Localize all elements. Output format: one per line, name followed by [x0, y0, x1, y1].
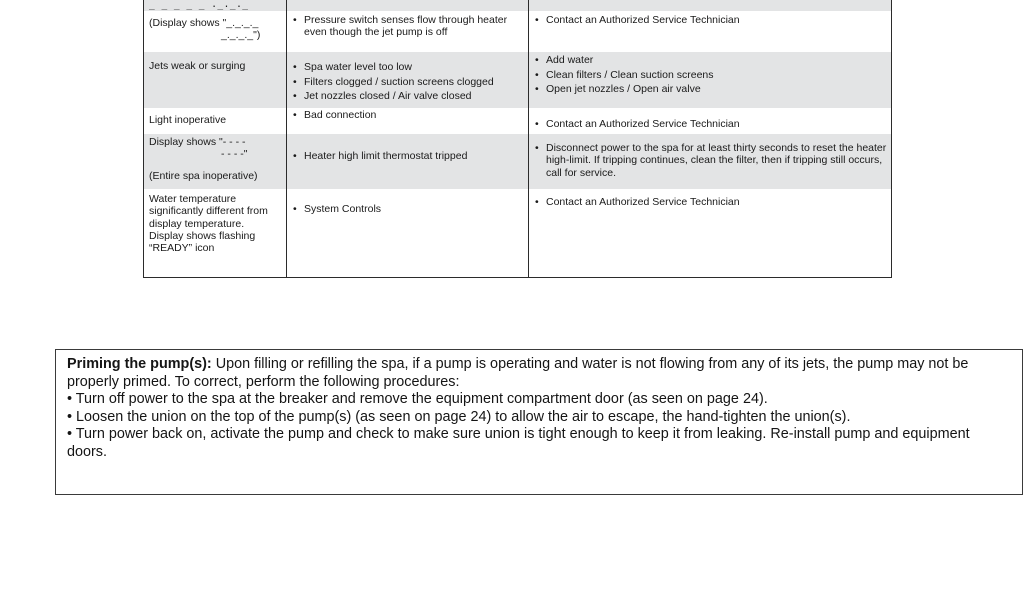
cause-item: • Bad connection [292, 109, 524, 121]
cause-cell [286, 134, 528, 189]
problem-line: Display shows flashing [149, 229, 256, 242]
solution-item: • Add water [534, 53, 887, 68]
table-row [144, 52, 891, 108]
problem-line: significantly different from [149, 205, 268, 218]
problem-line: _._._._") [221, 29, 261, 42]
problem-line: Jets weak or surging [149, 60, 246, 72]
solution-cell [528, 52, 891, 108]
solution-item: • Open jet nozzles / Open air valve [534, 82, 887, 97]
priming-intro: Upon filling or refilling the spa, if a pump is operating and water is not flowing from any of its jets, the pump may not be properly primed. To correct, perform the following procedures: [67, 356, 969, 390]
cause-item: • Spa water level too low [292, 60, 524, 75]
solution-item: • Contact an Authorized Service Technician [534, 118, 887, 130]
solution-cell [528, 11, 891, 52]
solution-cell [528, 0, 891, 11]
priming-step: • Loosen the union on the top of the pump(s) (as seen on page 24) to allow the air to escape, the hand-tighten the union(s). [67, 408, 851, 425]
problem-cell [144, 52, 286, 108]
table-row [144, 0, 891, 11]
cause-cell [286, 0, 528, 11]
problem-line: (Display shows "_._._._ [149, 17, 259, 29]
problem-cell [144, 189, 286, 277]
priming-instructions-box [55, 349, 1023, 495]
table-row [144, 134, 891, 189]
problem-line: display temperature. [149, 217, 245, 230]
cause-cell [286, 11, 528, 52]
priming-heading: Priming the pump(s): [67, 356, 212, 372]
solution-item: • Clean filters / Clean suction screens [534, 68, 887, 83]
cause-item: • Jet nozzles closed / Air valve closed [292, 89, 524, 104]
solution-item: • Disconnect power to the spa for at least thirty seconds to reset the heater high-limit. If tripping continues, clean the filter, then if tripping still occurs, call for service. [534, 142, 887, 179]
solution-cell [528, 189, 891, 277]
cause-cell [286, 52, 528, 108]
problem-cell [144, 0, 286, 11]
priming-intro-paragraph [67, 356, 1013, 391]
display-symbol-fragment: _ _ _ _ _ ._._._ [149, 0, 249, 10]
troubleshooting-table [143, 0, 892, 278]
cause-item: • Pressure switch senses flow through heater even though the jet pump is off [292, 14, 524, 39]
problem-line: Display shows "- - - - [149, 136, 246, 148]
problem-cell [144, 108, 286, 134]
table-row [144, 108, 891, 134]
problem-line: “READY” icon [149, 242, 215, 255]
problem-cell [144, 134, 286, 189]
solution-cell [528, 134, 891, 189]
priming-step: • Turn off power to the spa at the breaker and remove the equipment compartment door (as seen on page 24). [67, 391, 768, 408]
cause-item: • Filters clogged / suction screens clogged [292, 75, 524, 90]
table-row [144, 11, 891, 52]
problem-cell [144, 11, 286, 52]
problem-line: Light inoperative [149, 114, 227, 126]
problem-line: - - - -" [221, 148, 248, 161]
cause-item: • System Controls [292, 203, 524, 215]
priming-step: • Turn power back on, activate the pump and check to make sure union is tight enough to keep it from leaking. Re-install pump and equipment doors. [67, 426, 970, 460]
problem-line: Water temperature [149, 193, 237, 205]
problem-line: (Entire spa inoperative) [149, 169, 258, 182]
solution-cell [528, 108, 891, 134]
cause-cell [286, 108, 528, 134]
table-row [144, 189, 891, 277]
solution-item: • Contact an Authorized Service Technician [534, 14, 887, 26]
cause-cell [286, 189, 528, 277]
cause-item: • Heater high limit thermostat tripped [292, 150, 524, 162]
solution-item: • Contact an Authorized Service Technician [534, 196, 887, 208]
